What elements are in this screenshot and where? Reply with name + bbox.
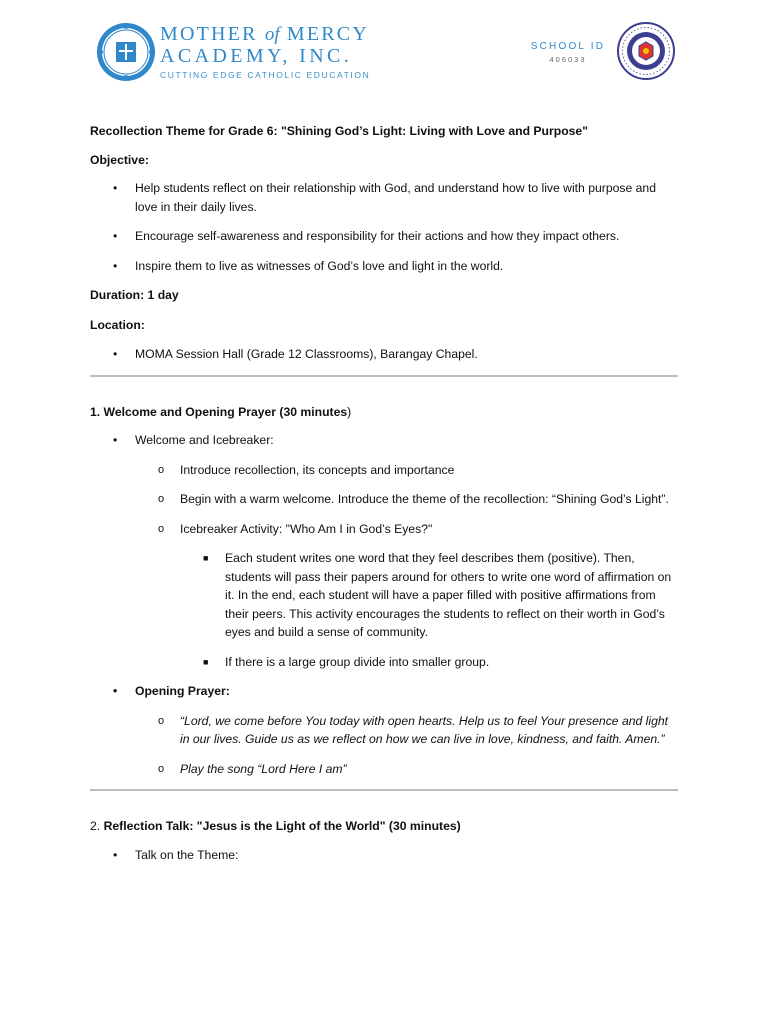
section2-number: 2. xyxy=(90,819,104,833)
sub-sub-list-item xyxy=(90,653,680,672)
square-bullet-icon: ■ xyxy=(203,553,209,563)
school-id-label: SCHOOL ID xyxy=(530,41,606,52)
circle-bullet-icon: o xyxy=(158,522,165,535)
school-tagline: CUTTING EDGE CATHOLIC EDUCATION xyxy=(160,70,371,80)
section1-title: 1. Welcome and Opening Prayer (30 minutes xyxy=(90,404,348,419)
circle-bullet-icon: o xyxy=(158,762,165,775)
list-item xyxy=(90,179,680,216)
list-item xyxy=(90,682,680,701)
objective-text: Encourage self-awareness and responsibility for their actions and how they impact others. xyxy=(135,229,620,243)
section-divider xyxy=(90,789,678,791)
section-divider xyxy=(90,375,678,377)
welcome-item: Begin with a warm welcome. Introduce the theme of the recollection: “Shining God’s Light”. xyxy=(180,492,669,506)
objective-label: Objective: xyxy=(90,152,149,167)
circle-bullet-icon: o xyxy=(158,493,165,505)
letterhead xyxy=(0,0,768,110)
location-text: MOMA Session Hall (Grade 12 Classrooms), Barangay Chapel. xyxy=(135,347,478,361)
section1-heading xyxy=(90,403,680,422)
school-seal-logo xyxy=(96,22,156,82)
bullet-icon: • xyxy=(113,847,118,862)
list-item xyxy=(90,227,680,246)
document-body xyxy=(90,122,680,864)
sub-list-item xyxy=(90,760,680,779)
objective-text: Help students reflect on their relationship with God, and understand how to live with purpose and love in their daily lives. xyxy=(135,181,656,214)
bullet-icon: • xyxy=(113,258,118,273)
circle-bullet-icon: o xyxy=(158,714,165,727)
list-item xyxy=(90,345,680,364)
bullet-icon: • xyxy=(113,181,118,195)
opening-prayer-label: Opening Prayer: xyxy=(135,684,230,698)
section2-title: Reflection Talk: "Jesus is the Light of the World" (30 minutes) xyxy=(103,819,461,833)
talk-label: Talk on the Theme: xyxy=(135,847,239,862)
deped-seal-logo xyxy=(617,22,675,80)
welcome-item: Icebreaker Activity: "Who Am I in God’s Eyes?" xyxy=(180,521,433,536)
location-label: Location: xyxy=(90,317,145,332)
bullet-icon: • xyxy=(113,433,118,447)
section2-heading xyxy=(90,817,680,836)
icebreaker-detail: If there is a large group divide into smaller group. xyxy=(225,654,490,669)
icebreaker-detail: Each student writes one word that they feel describes them (positive). Then, students will pass their papers around for others to write one word of affirmation on it. In the end, each student will have a paper filled with positive affirmations from their peers. This activity encourages the students to reflect on their worth in God’s eyes and build a sense of community. xyxy=(225,551,672,639)
school-name-mercy: MERCY xyxy=(286,23,369,45)
school-id-value: 406033 xyxy=(549,55,587,64)
objective-text: Inspire them to live as witnesses of God’s love and light in the world. xyxy=(135,258,504,273)
objectives-list xyxy=(90,179,680,275)
sub-list-item xyxy=(90,520,680,539)
sub-list-item xyxy=(90,461,680,480)
list-item xyxy=(90,257,680,276)
school-name xyxy=(160,24,370,80)
school-name-of: of xyxy=(264,24,280,45)
prayer-text: Play the song “Lord Here I am” xyxy=(180,761,347,776)
welcome-item: Introduce recollection, its concepts and importance xyxy=(180,462,455,477)
prayer-text: “Lord, we come before You today with open hearts. Help us to feel Your presence and light in our lives. Guide us as we reflect on how we can live in love, kindness, and faith. Amen.” xyxy=(180,713,669,746)
bullet-icon: • xyxy=(113,229,118,243)
section1-paren: ) xyxy=(347,404,352,419)
circle-bullet-icon: o xyxy=(158,463,165,476)
bullet-icon: • xyxy=(113,684,118,698)
welcome-label: Welcome and Icebreaker: xyxy=(135,433,274,447)
school-name-mother: MOTHER xyxy=(160,23,258,45)
school-name-academy: ACADEMY, INC. xyxy=(160,45,353,67)
sub-list-item xyxy=(90,490,680,509)
school-id-block xyxy=(528,41,608,64)
square-bullet-icon: ■ xyxy=(203,656,209,667)
bullet-icon: • xyxy=(113,347,118,361)
list-item xyxy=(90,431,680,450)
sub-sub-list-item xyxy=(90,549,680,642)
list-item xyxy=(90,846,680,865)
theme-line: Recollection Theme for Grade 6: "Shining God’s Light: Living with Love and Purpose" xyxy=(90,124,588,138)
duration: Duration: 1 day xyxy=(90,288,179,302)
sub-list-item xyxy=(90,712,680,749)
